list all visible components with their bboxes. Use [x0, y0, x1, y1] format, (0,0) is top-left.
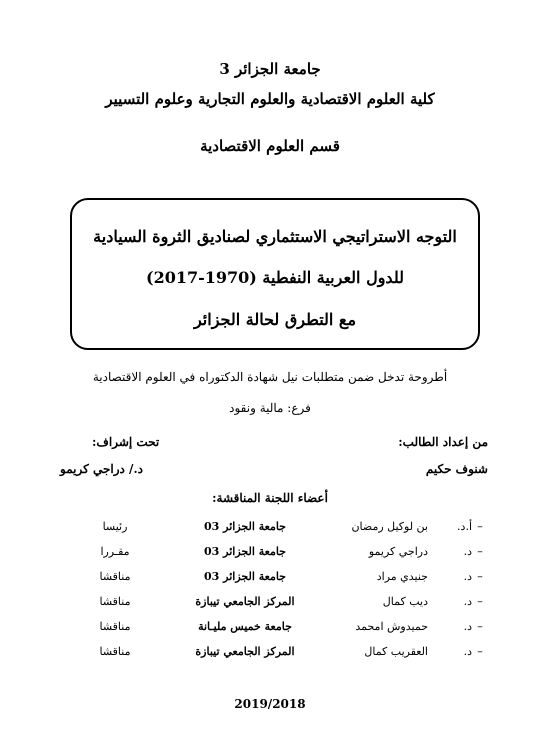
department-name: قسم العلوم الاقتصادية — [200, 137, 340, 155]
committee-row — [60, 614, 488, 639]
row-dash: – — [477, 620, 483, 633]
student-name: شنوف حكيم — [425, 462, 488, 476]
prepared-by-label: من إعداد الطالب: — [398, 435, 488, 449]
thesis-title-line-2: للدول العربية النفطية (1970-2017) — [146, 268, 404, 287]
row-dash: – — [477, 545, 483, 558]
member-title: د. — [463, 595, 472, 608]
row-dash: – — [477, 520, 483, 533]
member-role: مناقشا — [99, 595, 131, 608]
row-dash: – — [477, 570, 483, 583]
member-role: مناقشا — [99, 620, 131, 633]
member-role: مقـررا — [100, 545, 130, 558]
supervised-by-label: تحت إشراف: — [92, 435, 160, 449]
supervisor-name: د./ دراجي كريمو — [60, 462, 143, 476]
member-title: د. — [463, 545, 472, 558]
member-institution: جامعة خميس مليـانة — [198, 620, 292, 633]
committee-row — [60, 539, 488, 564]
row-dash: – — [477, 595, 483, 608]
member-institution: المركز الجامعي تيبازة — [195, 645, 295, 658]
member-name: العقريب كمال — [364, 645, 428, 658]
member-institution: المركز الجامعي تيبازة — [195, 595, 295, 608]
committee-row — [60, 639, 488, 664]
member-title: أ.د. — [457, 520, 472, 533]
committee-row — [60, 589, 488, 614]
academic-year: 2019/2018 — [234, 697, 306, 711]
thesis-title-box — [70, 198, 480, 350]
member-name: جنيدي مراد — [376, 570, 428, 583]
member-institution: جامعة الجزائر 03 — [204, 570, 286, 583]
member-title: د. — [463, 570, 472, 583]
member-institution: جامعة الجزائر 03 — [204, 545, 286, 558]
member-role: رئيسا — [102, 520, 128, 533]
faculty-name: كلية العلوم الاقتصادية والعلوم التجارية وعلوم التسيير — [105, 90, 435, 108]
branch-label: فرع: مالية ونقود — [229, 401, 311, 415]
member-role: مناقشا — [99, 645, 131, 658]
committee-row — [60, 564, 488, 589]
committee-row — [60, 514, 488, 539]
member-name: دراجي كريمو — [368, 545, 428, 558]
member-name: حميدوش امحمد — [355, 620, 428, 633]
member-title: د. — [463, 645, 472, 658]
thesis-title-line-3: مع التطرق لحالة الجزائر — [193, 310, 357, 329]
row-dash: – — [477, 645, 483, 658]
member-institution: جامعة الجزائر 03 — [204, 520, 286, 533]
committee-table — [60, 514, 488, 664]
university-name: جامعة الجزائر 3 — [219, 60, 321, 78]
member-title: د. — [463, 620, 472, 633]
member-name: ديب كمال — [382, 595, 428, 608]
member-name: بن لوكيل رمضان — [351, 520, 428, 533]
thesis-description: أطروحة تدخل ضمن متطلبات نيل شهادة الدكتوراه في العلوم الاقتصادية — [92, 370, 448, 384]
member-role: مناقشا — [99, 570, 131, 583]
committee-heading: أعضاء اللجنة المناقشة: — [212, 491, 328, 505]
thesis-title-line-1: التوجه الاستراتيجي الاستثماري لصناديق الثروة السيادية — [93, 227, 457, 246]
